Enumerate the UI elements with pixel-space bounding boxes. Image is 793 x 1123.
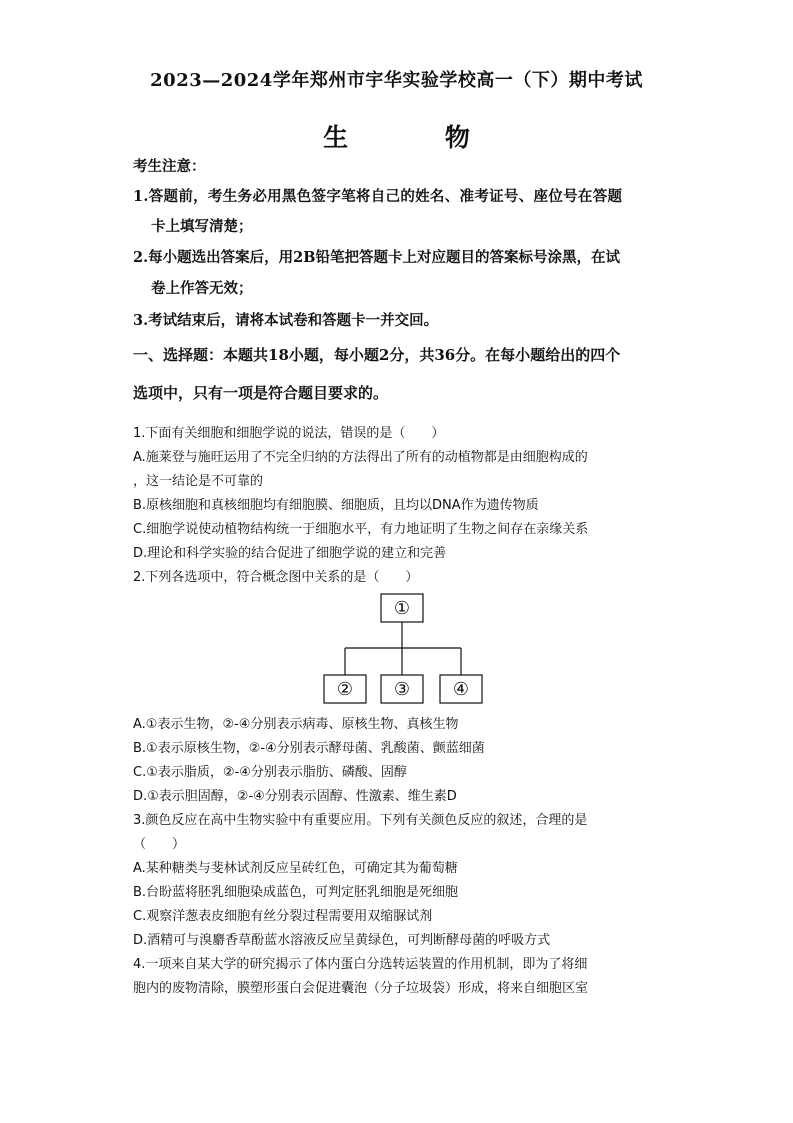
q3-stem: 3.颜色反应在高中生物实验中有重要应用。下列有关颜色反应的叙述，合理的是 [133,813,588,828]
section-heading: 一、选择题：本题共18小题，每小题2分，共36分。在每小题给出的四个 [133,346,621,364]
notice-heading: 考生注意： [133,158,206,175]
notice-item-1-cont: 卡上填写清楚； [151,218,253,235]
q1-option-d: D.理论和科学实验的结合促进了细胞学说的建立和完善 [133,546,447,561]
notice-item-3: 3.考试结束后，请将本试卷和答题卡一并交回。 [133,312,439,329]
q3-option-b: B.台盼蓝将胚乳细胞染成蓝色，可判定胚乳细胞是死细胞 [133,885,459,900]
q1-option-a: A.施莱登与施旺运用了不完全归纳的方法得出了所有的动植物都是由细胞构成的 [133,450,588,465]
q4-stem: 4.一项来自某大学的研究揭示了体内蛋白分选转运装置的作用机制，即为了将细 [133,957,588,972]
notice-item-1: 1.答题前，考生务必用黑色签字笔将自己的姓名、准考证号、座位号在答题 [133,188,623,205]
q3-stem-cont: （ ） [133,837,186,852]
q1-option-b: B.原核细胞和真核细胞均有细胞膜、细胞质，且均以DNA作为遗传物质 [133,498,539,513]
section-heading-cont: 选项中，只有一项是符合题目要求的。 [133,384,389,402]
diagram-label-child-3: ④ [452,679,470,700]
q3-option-c: C.观察洋葱表皮细胞有丝分裂过程需要用双缩脲试剂 [133,909,433,924]
q3-option-a: A.某种糖类与斐林试剂反应呈砖红色，可确定其为葡萄糖 [133,861,458,876]
subject-title: 生 物 [323,123,514,152]
notice-item-2: 2.每小题选出答案后，用2B铅笔把答题卡上对应题目的答案标号涂黑，在试 [133,249,620,266]
q2-option-b: B.①表示原核生物，②-④分别表示酵母菌、乳酸菌、颤蓝细菌 [133,741,485,756]
q1-option-a-cont: ，这一结论是不可靠的 [133,474,264,489]
q2-option-d: D.①表示胆固醇，②-④分别表示固醇、性激素、维生素D [133,789,457,804]
diagram-label-child-2: ③ [393,679,411,700]
exam-title: 2023—2024学年郑州市宇华实验学校高一（下）期中考试 [150,70,643,91]
diagram-label-child-1: ② [336,679,354,700]
diagram-label-top: ① [393,598,411,619]
q2-option-c: C.①表示脂质，②-④分别表示脂肪、磷酸、固醇 [133,765,407,780]
q4-stem-cont: 胞内的废物清除，膜塑形蛋白会促进囊泡（分子垃圾袋）形成，将来自细胞区室 [133,981,589,996]
notice-item-2-cont: 卷上作答无效； [151,280,253,297]
q2-stem: 2.下列各选项中，符合概念图中关系的是（ ） [133,570,419,585]
q1-option-c: C.细胞学说使动植物结构统一于细胞水平，有力地证明了生物之间存在亲缘关系 [133,522,589,537]
q3-option-d: D.酒精可与溴麝香草酚蓝水溶液反应呈黄绿色，可判断酵母菌的呼吸方式 [133,933,551,948]
q2-option-a: A.①表示生物，②-④分别表示病毒、原核生物、真核生物 [133,717,459,732]
q1-stem: 1.下面有关细胞和细胞学说的说法，错误的是（ ） [133,426,445,441]
